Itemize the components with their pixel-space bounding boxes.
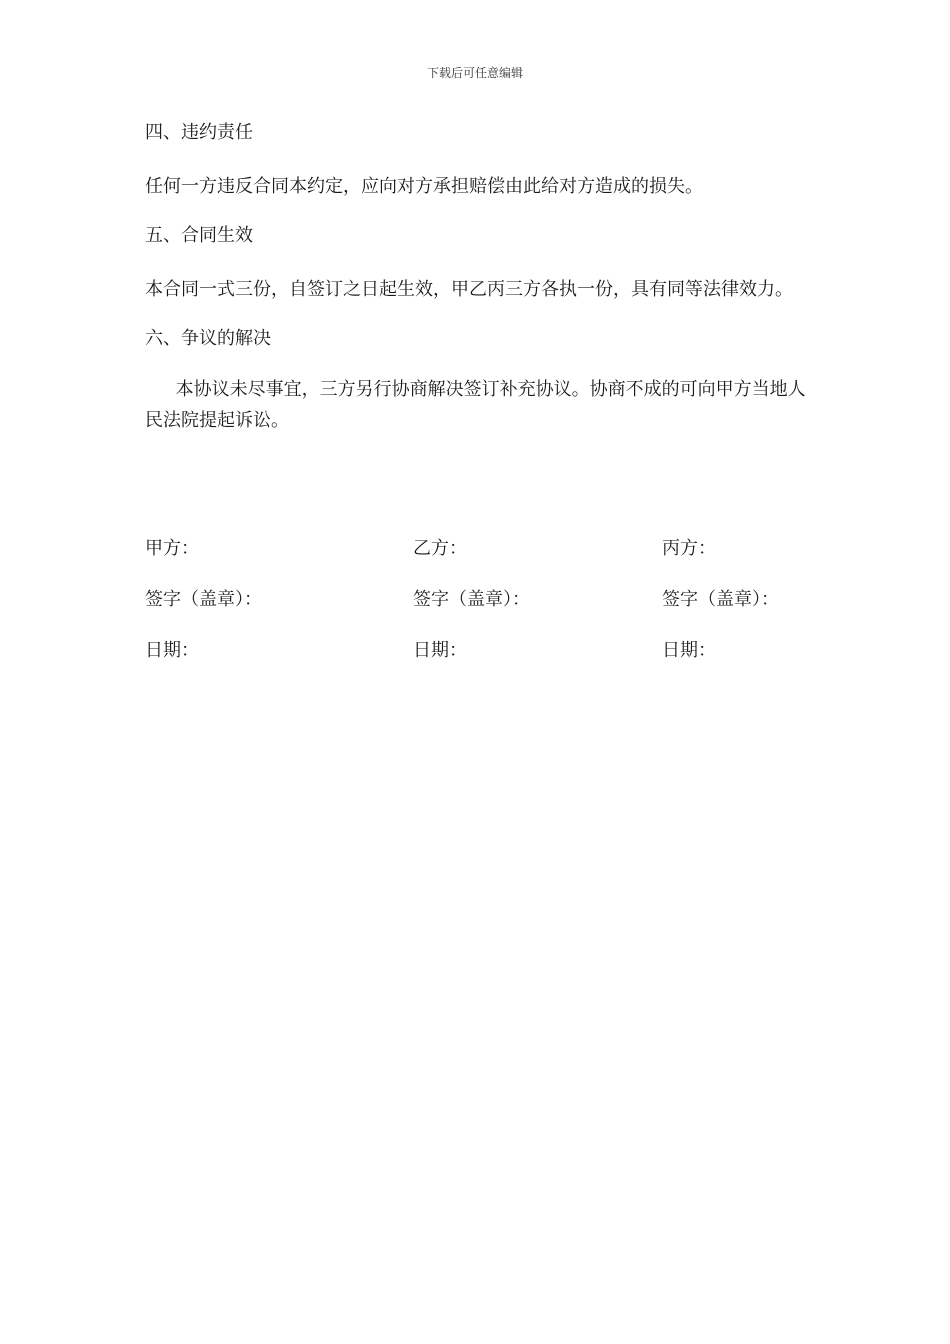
date-row <box>145 638 810 664</box>
party-b-signature-label: 签字（盖章）： <box>413 589 530 610</box>
party-a-signature-label: 签字（盖章）： <box>145 589 262 610</box>
party-b-date-label: 日期： <box>413 640 467 661</box>
party-a-date-label: 日期： <box>145 640 199 661</box>
document-body <box>145 120 810 436</box>
party-c-date-label: 日期： <box>662 640 716 661</box>
section-heading-effect: 五、合同生效 <box>145 225 253 246</box>
section-heading-dispute: 六、争议的解决 <box>145 328 271 349</box>
signature-row <box>145 587 810 613</box>
section-body-effect: 本合同一式三份，自签订之日起生效，甲乙丙三方各执一份，具有同等法律效力。 <box>145 279 793 300</box>
section-body-dispute: 本协议未尽事宜，三方另行协商解决签订补充协议。协商不成的可向甲方当地人民法院提起诉讼。 <box>145 379 806 431</box>
party-c-signature-label: 签字（盖章）： <box>662 589 779 610</box>
party-c-label: 丙方： <box>662 538 716 559</box>
section-heading-breach: 四、违约责任 <box>145 122 253 143</box>
signature-block <box>145 536 810 689</box>
party-a-label: 甲方： <box>145 538 199 559</box>
section-body-breach: 任何一方违反合同本约定，应向对方承担赔偿由此给对方造成的损失。 <box>145 176 703 197</box>
party-row <box>145 536 810 562</box>
page-header: 下载后可任意编辑 <box>426 66 523 80</box>
party-b-label: 乙方： <box>413 538 467 559</box>
